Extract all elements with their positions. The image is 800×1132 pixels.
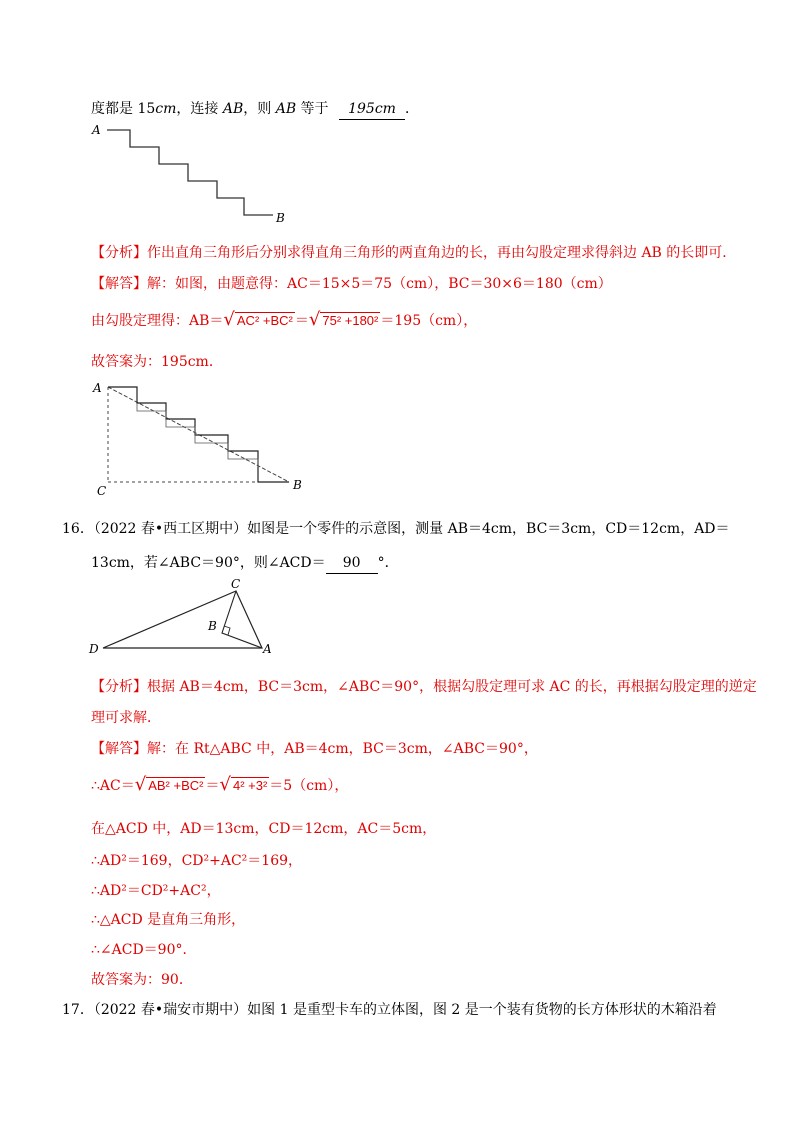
p16-step2: 在△ACD 中，AD＝13cm，CD＝12cm，AC＝5cm， [91, 821, 437, 837]
p15-eq: ＝ [294, 313, 309, 329]
p15-solution-text: 解：如图，由题意得：AC＝15×5＝75（cm），BC＝30×6＝180（cm） [147, 276, 612, 292]
p16-final: 故答案为：90． [91, 972, 193, 988]
p15-final: 故答案为：195cm． [91, 354, 223, 370]
p15-analysis-text: 作出直角三角形后分别求得直角三角形的两直角边的长，再由勾股定理求得斜边 AB 的长即可． [147, 245, 737, 261]
fig16-label-a: A [263, 642, 272, 656]
p16-sqrt2: 4² +3² [232, 778, 268, 793]
p16-ac-prefix: ∴AC＝ [91, 778, 135, 794]
p16-number: 16． [62, 521, 94, 537]
sqrt-sign-4: √ [219, 774, 231, 795]
p16-answer-blank: 90 [326, 553, 378, 574]
p16-solution-tag: 【解答】 [91, 741, 147, 757]
sqrt-sign-3: √ [134, 774, 147, 795]
p15-pythag-prefix: 由勾股定理得：AB＝ [91, 313, 224, 329]
fig16-label-d: D [89, 642, 99, 656]
p16-analysis-line2: 理可求解． [91, 710, 161, 726]
p15-solution-tag: 【解答】 [91, 276, 147, 292]
p15-ab-2: AB [275, 101, 297, 117]
sqrt-sign: √ [223, 309, 235, 330]
p15-sqrt1: AC² +BC² [236, 313, 293, 328]
p17-stem-text: 如图 1 是重型卡车的立体图，图 2 是一个装有货物的长方体形状的木箱沿着 [247, 1002, 717, 1018]
p15-stem-end: 等于 [296, 101, 329, 117]
p16-stem2a: 13cm，若∠ABC＝90°，则∠ACD＝ [91, 555, 326, 571]
fig2-label-a: A [93, 381, 102, 395]
p16-sqrt1: AB² +BC² [148, 778, 204, 793]
p15-stem-mid2: ，则 [243, 101, 276, 117]
p16-step5: ∴△ACD 是直角三角形， [91, 912, 246, 928]
p16-solution-line1 [91, 739, 538, 759]
p17-number: 17． [62, 1002, 94, 1018]
p15-ab: AB [222, 101, 244, 117]
p16-solution1: 解：在 Rt△ABC 中，AB＝4cm，BC＝3cm，∠ABC＝90°， [147, 741, 538, 757]
fig1-label-b: B [276, 211, 285, 225]
p16-stem2b: °． [377, 555, 399, 571]
p16-step3: ∴AD²＝169，CD²+AC²＝169， [91, 853, 303, 869]
p16-step6: ∴∠ACD＝90°． [91, 942, 197, 958]
p15-unit: cm [155, 101, 177, 117]
p16-ac-step [91, 775, 348, 796]
fig1-label-a: A [92, 123, 101, 137]
p15-answer-blank: 195cm [339, 99, 405, 120]
p17-source: （2022 春•瑞安市期中） [93, 1002, 248, 1018]
fig16-label-c: C [231, 577, 241, 591]
p16-source: （2022 春•西工区期中） [93, 521, 248, 537]
p16-step4: ∴AD²＝CD²+AC²， [91, 883, 221, 899]
p16-ac-suffix: ＝5（cm）， [269, 778, 349, 794]
p17-stem [62, 1000, 717, 1020]
p16-analysis1: 根据 AB＝4cm，BC＝3cm，∠ABC＝90°，根据勾股定理可求 AC 的长，再根据勾股定理的逆定 [147, 679, 757, 695]
p15-stem-mid1: ，连接 [176, 101, 223, 117]
p16-eq: ＝ [205, 778, 220, 794]
fig2-label-b: B [293, 478, 302, 492]
p16-analysis-tag: 【分析】 [91, 679, 147, 695]
sqrt-sign-2: √ [308, 309, 321, 330]
p16-stem1: 如图是一个零件的示意图，测量 AB＝4cm，BC＝3cm，CD＝12cm，AD＝ [247, 521, 730, 537]
p15-analysis-tag: 【分析】 [91, 245, 147, 261]
p16-analysis-line1 [91, 677, 757, 697]
p15-pythag-suffix: ＝195（cm）， [380, 313, 478, 329]
p15-sqrt2: 75² +180² [322, 313, 379, 328]
fig2-label-c: C [97, 484, 107, 498]
fig16-label-b: B [208, 619, 217, 633]
p15-period: ． [405, 101, 420, 117]
p15-stem-start: 度都是 15 [91, 101, 156, 117]
